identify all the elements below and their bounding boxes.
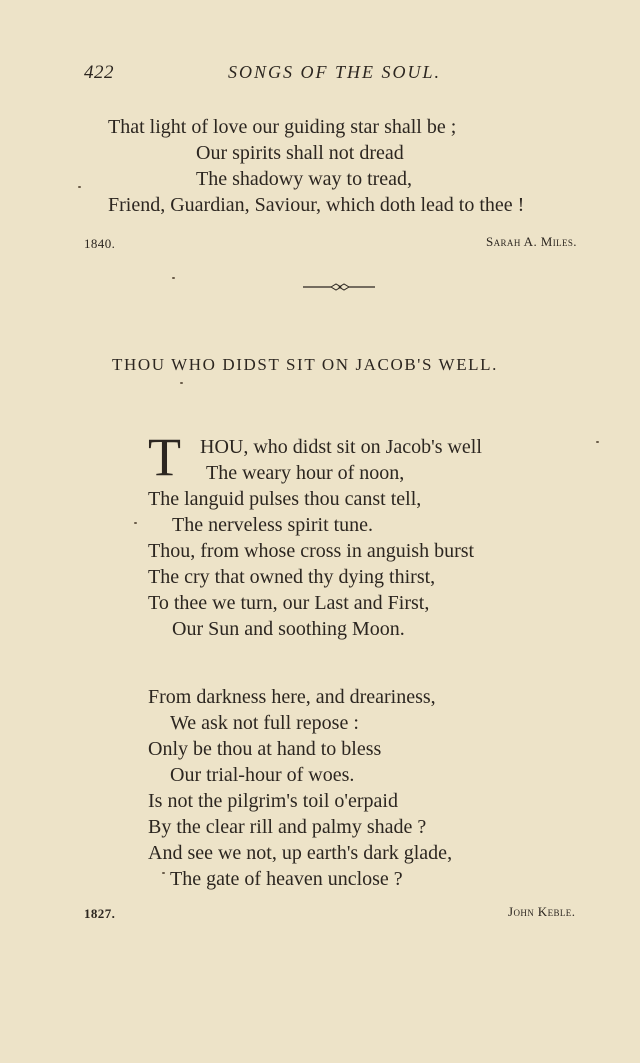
stanza2-line: Only be thou at hand to bless [148, 738, 382, 760]
section-divider-ornament [303, 281, 375, 293]
poem1-line-1: That light of love our guiding star shall be ; [108, 116, 457, 138]
stanza2-line: We ask not full repose : [170, 712, 359, 734]
poem-title: THOU WHO DIDST SIT ON JACOB'S WELL. [112, 355, 499, 374]
stanza2-line: And see we not, up earth's dark glade, [148, 842, 453, 864]
stanza1-line: The nerveless spirit tune. [172, 514, 374, 536]
page-number: 422 [84, 62, 114, 83]
stanza2-line: By the clear rill and palmy shade ? [148, 816, 427, 838]
stanza1-line: To thee we turn, our Last and First, [148, 592, 430, 614]
stanza1-line: The weary hour of noon, [206, 462, 405, 484]
stanza1-line: Our Sun and soothing Moon. [172, 618, 405, 640]
running-title: SONGS OF THE SOUL. [228, 62, 442, 82]
poem2-first-line: HOU, who didst sit on Jacob's well [200, 436, 482, 458]
stanza1-line: Thou, from whose cross in anguish burst [148, 540, 475, 562]
poem1-author: Sarah A. Miles. [486, 234, 577, 249]
stanza2-line: Our trial-hour of woes. [170, 764, 355, 786]
paper-speck [134, 522, 137, 524]
paper-speck [78, 186, 81, 188]
paper-speck [162, 872, 165, 874]
poem1-line-3: The shadowy way to tread, [196, 168, 413, 190]
stanza2-line: From darkness here, and dreariness, [148, 686, 436, 708]
paper-speck [180, 382, 183, 384]
stanza1-line: The cry that owned thy dying thirst, [148, 566, 436, 588]
poem1-line-4: Friend, Guardian, Saviour, which doth lead to thee ! [108, 194, 525, 216]
paper-speck [596, 441, 599, 443]
poem1-line-2: Our spirits shall not dread [196, 142, 404, 164]
stanza1-line: The languid pulses thou canst tell, [148, 488, 422, 510]
drop-cap: T [148, 427, 181, 487]
stanza2-line: The gate of heaven unclose ? [170, 868, 403, 890]
paper-speck [172, 277, 175, 279]
poem2-author: John Keble. [508, 904, 576, 919]
stanza2-line: Is not the pilgrim's toil o'erpaid [148, 790, 398, 812]
poem2-year: 1827. [84, 906, 116, 921]
poem1-year: 1840. [84, 236, 116, 251]
